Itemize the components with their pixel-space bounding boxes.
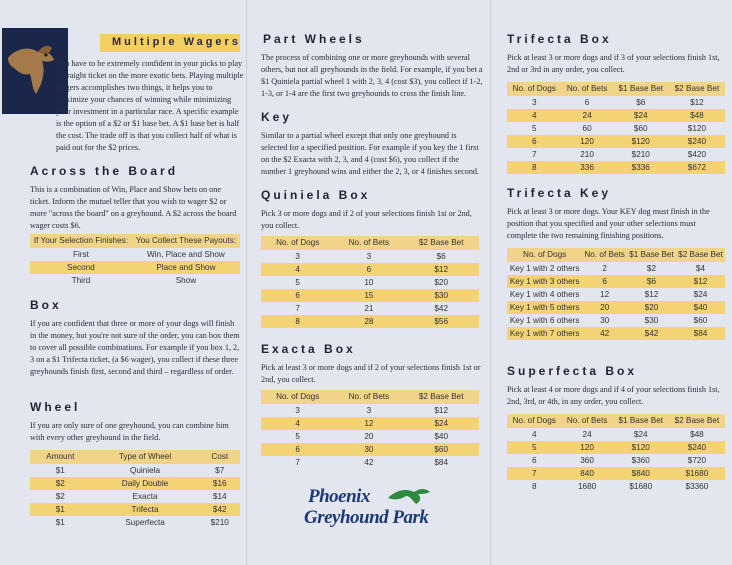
table-cell: 24 [582, 430, 592, 439]
table-header: $2 Base Bet [669, 82, 725, 96]
table-row [507, 161, 725, 174]
table-cell: $4 [695, 264, 706, 273]
table-cell: Daily Double [91, 477, 200, 490]
exacta-table-wrap [261, 390, 479, 469]
trifecta-key-table-wrap [507, 248, 725, 340]
table-cell: $1 [55, 518, 65, 527]
table-cell: Second [30, 261, 132, 274]
trifecta-key-text: Pick at least 3 or more dogs. Your KEY dog must finish in the position that you specified and your other selections must complete the two remaining finishing positions. [507, 207, 710, 240]
table-cell: Show [175, 276, 197, 285]
table-cell: 7 [295, 458, 300, 467]
table-cell: 7 [295, 304, 300, 313]
table-cell: 7 [507, 467, 561, 480]
table-cell: 3 [295, 252, 300, 261]
table-header: $1 Base Bet [613, 414, 669, 428]
table-cell: 10 [364, 278, 374, 287]
table-cell: $1 [30, 503, 91, 516]
table-cell: 210 [580, 150, 594, 159]
table-row [261, 417, 479, 430]
table-cell: 4 [261, 417, 334, 430]
table-cell: 6 [507, 135, 561, 148]
table-row [30, 503, 240, 516]
table-header: No. of Bets [334, 236, 403, 250]
part-wheels-text: The process of combining one or more greyhounds with several others, but not all greyhounds in the field. For example, if you bet a $1 Quiniela partial wheel 1 with 2, 3, 4 (cost $3), you collect if 1-2, 1-3, or 1-4 are the first two greyhounds to cross the finish line. [261, 53, 483, 98]
table-cell: $420 [687, 150, 707, 159]
table-cell: $12 [676, 275, 725, 288]
table-cell: Place and Show [132, 261, 240, 274]
trifecta-box-text: Pick at least 3 or more dogs and if 3 of your selections finish 1st, 2nd or 3rd in any order, you collect. [507, 53, 720, 74]
table-cell: 6 [261, 289, 334, 302]
table-cell: 3 [531, 98, 537, 107]
table-cell: $14 [212, 492, 227, 501]
table-row [507, 148, 725, 161]
across-the-board-table [30, 234, 240, 287]
wheel-heading: Wheel [30, 400, 81, 414]
table-cell: $84 [676, 327, 725, 340]
table-row [261, 263, 479, 276]
table-cell: $12 [434, 406, 449, 415]
table-cell: $6 [436, 252, 446, 261]
table-row [261, 443, 479, 456]
table-cell: 15 [334, 289, 403, 302]
table-row [507, 467, 725, 480]
table-cell: Exacta [132, 492, 158, 501]
table-cell: $1 [55, 466, 65, 475]
table-cell: $840 [613, 467, 669, 480]
table-cell: 12 [600, 290, 610, 299]
superfecta-box-table [507, 414, 725, 493]
exacta-box-text: Pick at least 3 or more dogs and if 2 of your selections finish 1st or 2nd, you collect. [261, 363, 481, 384]
table-cell: Win, Place and Show [147, 250, 225, 259]
table-cell: $20 [627, 301, 676, 314]
table-row [30, 464, 240, 477]
table-row [261, 276, 479, 289]
table-row [261, 456, 479, 469]
table-cell: $2 [646, 264, 657, 273]
table-cell: $240 [669, 135, 725, 148]
table-cell: 4 [531, 430, 537, 439]
table-cell: $20 [434, 278, 449, 287]
table-cell: 30 [334, 443, 403, 456]
table-row [507, 327, 725, 340]
table-header: Type of Wheel [91, 450, 200, 464]
table-cell: Key 1 with 4 others [509, 290, 580, 299]
table-cell: 20 [364, 432, 374, 441]
table-row [261, 289, 479, 302]
table-header: Cost [199, 450, 240, 464]
table-cell: 21 [364, 304, 374, 313]
table-cell: 336 [561, 161, 612, 174]
table-cell: $3360 [685, 482, 709, 491]
table-cell: $12 [690, 98, 704, 107]
table-row [30, 261, 240, 274]
box-heading: Box [30, 298, 62, 312]
table-cell: $24 [613, 109, 669, 122]
table-cell: $56 [403, 315, 479, 328]
table-cell: 42 [582, 327, 627, 340]
table-cell: 5 [295, 432, 300, 441]
table-header: No. of Bets [561, 414, 612, 428]
table-cell: $30 [403, 289, 479, 302]
table-row [30, 490, 240, 503]
table-cell: Key 1 with 6 others [509, 316, 580, 325]
trifecta-box-table-wrap [507, 82, 725, 174]
table-cell: 5 [531, 124, 537, 133]
key-text: Similar to a partial wheel except that only one greyhound is selected for a specified position. For example if you key the 1 first on the $2 Exacta with 2, 3, and 4 (cost $6), you collect if the number 1 greyhound wins and either the 2, 3, or 4 finishes second. [261, 131, 480, 176]
table-cell: 360 [580, 456, 594, 465]
table-cell: Key 1 with 7 others [507, 327, 582, 340]
table-header: $2 Base Bet [669, 414, 725, 428]
key-heading: Key [261, 110, 293, 124]
column-left [0, 0, 246, 565]
table-cell: $24 [693, 290, 708, 299]
table-row [507, 301, 725, 314]
trifecta-box-table [507, 82, 725, 174]
table-cell: 8 [507, 161, 561, 174]
table-cell: $120 [613, 441, 669, 454]
table-cell: $7 [215, 466, 225, 475]
table-row [507, 314, 725, 327]
table-cell: Superfecta [125, 518, 165, 527]
table-cell: $672 [669, 161, 725, 174]
wheel-table-wrap [30, 450, 240, 529]
part-wheels-heading: Part Wheels [263, 32, 365, 46]
table-cell: 12 [334, 417, 403, 430]
table-cell: Key 1 with 3 others [507, 275, 582, 288]
table-cell: $2 [55, 492, 65, 501]
table-row [507, 275, 725, 288]
table-cell: Trifecta [91, 503, 200, 516]
table-header: No. of Dogs [507, 248, 582, 262]
table-cell: $42 [199, 503, 240, 516]
superfecta-box-heading: Superfecta Box [507, 364, 638, 378]
table-cell: 2 [602, 264, 607, 273]
table-cell: 3 [366, 406, 372, 415]
table-header: No. of Dogs [261, 236, 334, 250]
table-row [261, 250, 479, 263]
table-cell: $12 [644, 290, 659, 299]
table-cell: $1680 [629, 482, 653, 491]
superfecta-table-wrap [507, 414, 725, 493]
column-right [490, 0, 732, 565]
wheel-table [30, 450, 240, 529]
table-header: No. of Dogs [261, 390, 334, 404]
table-cell: 4 [507, 109, 561, 122]
table-row [261, 430, 479, 443]
table-row [261, 315, 479, 328]
table-cell: $336 [613, 161, 669, 174]
table-cell: $42 [434, 304, 449, 313]
table-cell: 60 [582, 124, 592, 133]
table-cell: 120 [561, 135, 612, 148]
table-row [261, 404, 479, 417]
table-cell: $1680 [669, 467, 725, 480]
table-cell: $40 [676, 301, 725, 314]
table-header: You Collect These Payouts: [132, 234, 240, 248]
table-cell: Quiniela [129, 466, 161, 475]
box-text: If you are confident that three or more of your dogs will finish in the money, but you're not sure of the order, you can box them to cover all possible combinations. For example if you box 1, 2, 3 on a $1 Trifecta ticket, (a $6 wager), you collect if these three greyhounds finish first, second and third – regardless of order. [30, 319, 240, 376]
table-row [507, 454, 725, 467]
across-the-board-text: This is a combination of Win, Place and Show bets on one ticket. Inform the mutuel teller that you wish to wager $2 or more "across the board" on a greyhound. A $2 across the board wager costs $6. [30, 185, 237, 230]
table-cell: 5 [507, 441, 561, 454]
table-cell: $84 [434, 458, 449, 467]
table-cell: $24 [633, 430, 648, 439]
quiniela-box-table [261, 236, 479, 328]
table-cell: 20 [582, 301, 627, 314]
table-cell: $12 [403, 263, 479, 276]
table-cell: Key 1 with 2 others [509, 264, 580, 273]
table-cell: 6 [334, 263, 403, 276]
table-header: No. of Bets [582, 248, 627, 262]
table-cell: 840 [561, 467, 612, 480]
table-cell: $720 [687, 456, 707, 465]
table-cell: $24 [403, 417, 479, 430]
table-cell: $120 [687, 124, 707, 133]
running-greyhound-logo-icon [386, 482, 432, 506]
table-cell: Key 1 with 5 others [507, 301, 582, 314]
table-row [507, 480, 725, 493]
table-row [507, 288, 725, 301]
table-header: $1 Base Bet [613, 82, 669, 96]
table-row [507, 109, 725, 122]
table-cell: $6 [636, 98, 646, 107]
table-cell: $48 [690, 430, 704, 439]
table-header: $2 Base Bet [403, 236, 479, 250]
table-cell: First [72, 250, 89, 259]
table-cell: 5 [295, 278, 300, 287]
across-the-board-table-wrap [30, 234, 240, 287]
table-cell: $30 [644, 316, 659, 325]
table-cell: $2 [30, 477, 91, 490]
table-cell: 3 [295, 406, 300, 415]
column-middle [246, 0, 490, 565]
table-cell: 7 [531, 150, 537, 159]
table-row [507, 262, 725, 275]
table-header: $2 Base Bet [403, 390, 479, 404]
table-header: No. of Bets [561, 82, 612, 96]
wheel-text: If you are only sure of one greyhound, you can combine him with every other greyhound in the field. [30, 421, 229, 442]
quiniela-box-text: Pick 3 or more dogs and if 2 of your selections finish 1st or 2nd, you collect. [261, 209, 472, 230]
table-row [30, 274, 240, 287]
table-header: No. of Dogs [507, 82, 561, 96]
table-header: $2 Base Bet [676, 248, 725, 262]
table-cell: $360 [631, 456, 650, 465]
table-cell: 120 [561, 441, 612, 454]
table-cell: 6 [582, 275, 627, 288]
table-row [507, 122, 725, 135]
table-cell: $6 [627, 275, 676, 288]
table-row [30, 516, 240, 529]
table-header: $1 Base Bet [627, 248, 676, 262]
table-cell: 8 [261, 315, 334, 328]
table-cell: $210 [631, 150, 650, 159]
logo-line-1: Phoenix [308, 486, 370, 507]
table-cell: 4 [261, 263, 334, 276]
table-cell: 24 [561, 109, 612, 122]
table-cell: 30 [600, 316, 610, 325]
exacta-box-table [261, 390, 479, 469]
table-cell: 6 [261, 443, 334, 456]
table-row [261, 302, 479, 315]
trifecta-box-heading: Trifecta Box [507, 32, 612, 46]
table-cell: $120 [613, 135, 669, 148]
table-row [30, 477, 240, 490]
trifecta-key-heading: Trifecta Key [507, 186, 612, 200]
table-cell: $42 [627, 327, 676, 340]
superfecta-box-text: Pick at least 4 or more dogs and if 4 of your selections finish 1st, 2nd, 3rd, or 4th, in any order, you collect. [507, 385, 720, 406]
table-cell: 8 [531, 482, 537, 491]
table-cell: 3 [366, 252, 372, 261]
multiple-wagers-text: You have to be extremely confident in your picks to play a straight ticket on the more exotic bets. Playing multiple wagers accomplishes two things, it helps you to maximize your chances of winning while minimizing your investment in a particular race. A specific example is the option of a $2 or $1 base bet. A $1 base bet is half the cost. The trade off is that you collect half of what is paid out for the $2 prices. [56, 59, 244, 152]
phoenix-greyhound-park-logo [304, 482, 454, 542]
table-cell: $60 [403, 443, 479, 456]
quiniela-table-wrap [261, 236, 479, 328]
table-cell: $60 [693, 316, 708, 325]
multiple-wagers-title: Multiple Wagers [112, 36, 241, 48]
table-header: If Your Selection Finishes: [30, 234, 132, 248]
table-cell: Third [71, 276, 91, 285]
table-cell: $210 [210, 518, 229, 527]
table-cell: 6 [584, 98, 590, 107]
table-row [507, 96, 725, 109]
table-cell: 42 [364, 458, 374, 467]
table-cell: 1680 [577, 482, 597, 491]
table-row [507, 135, 725, 148]
table-cell: $240 [669, 441, 725, 454]
table-header: Amount [30, 450, 91, 464]
table-cell: $48 [669, 109, 725, 122]
across-the-board-heading: Across the Board [30, 164, 179, 178]
table-header: No. of Dogs [507, 414, 561, 428]
table-cell: $16 [199, 477, 240, 490]
logo-line-2: Greyhound Park [304, 507, 429, 528]
exacta-box-heading: Exacta Box [261, 342, 356, 356]
table-cell: 28 [334, 315, 403, 328]
table-cell: $40 [434, 432, 449, 441]
table-row [30, 248, 240, 261]
table-row [507, 441, 725, 454]
table-header: No. of Bets [334, 390, 403, 404]
table-cell: 6 [531, 456, 537, 465]
trifecta-key-table [507, 248, 725, 340]
table-cell: $60 [633, 124, 648, 133]
quiniela-box-heading: Quiniela Box [261, 188, 371, 202]
table-row [507, 428, 725, 441]
